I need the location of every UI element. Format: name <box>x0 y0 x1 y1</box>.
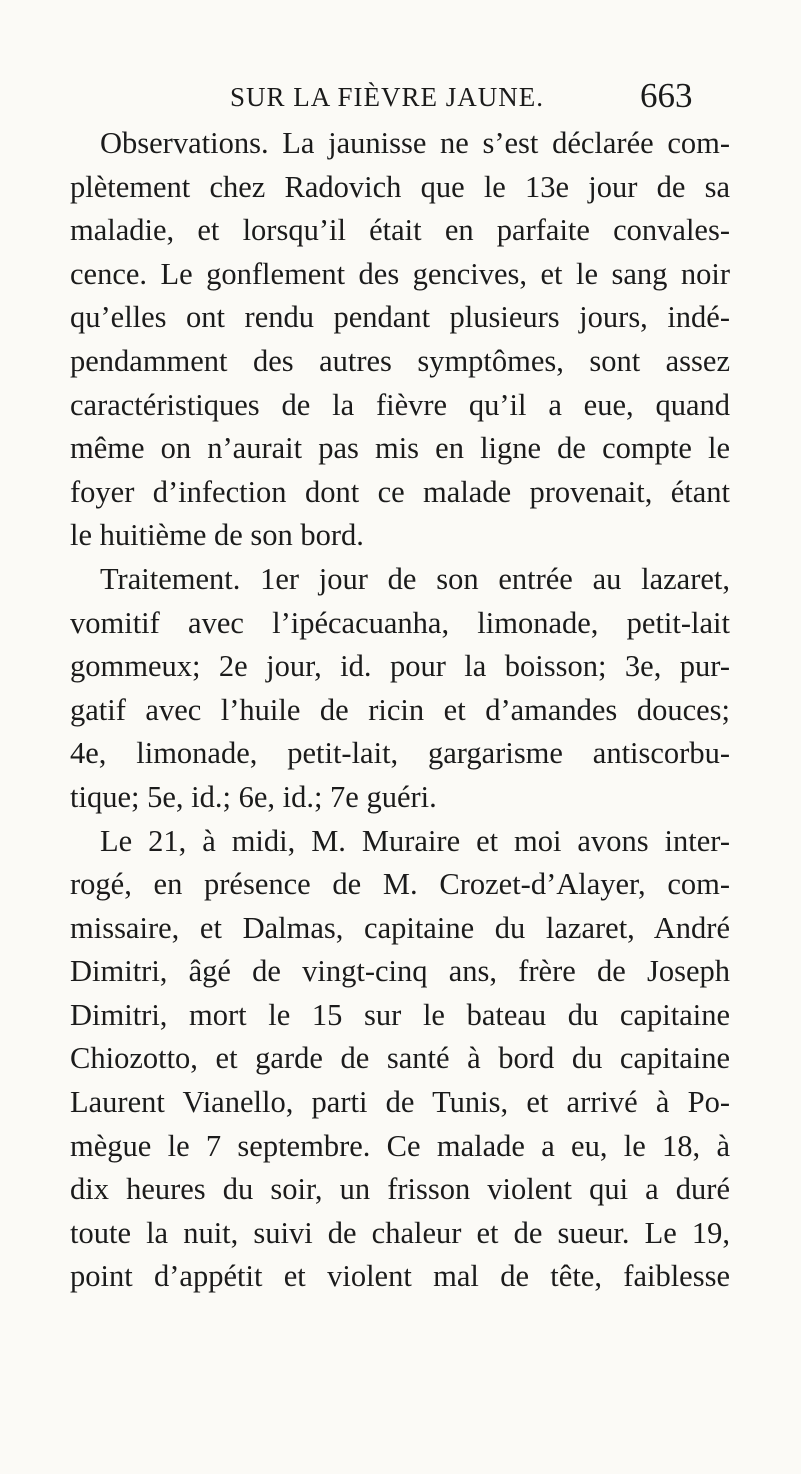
text-line: point d’appétit et violent mal de tête, faiblesse <box>70 1259 730 1294</box>
page-header <box>0 76 801 122</box>
text-line: Chiozotto, et garde de santé à bord du capitaine <box>70 1041 730 1076</box>
text-line: gommeux; 2e jour, id. pour la boisson; 3e, pur- <box>70 649 730 684</box>
text-line: pendamment des autres symptômes, sont assez <box>70 343 730 378</box>
text-line: tique; 5e, id.; 6e, id.; 7e guéri. <box>70 779 437 814</box>
page-number: 663 <box>640 76 693 115</box>
text-line: Laurent Vianello, parti de Tunis, et arrivé à Po- <box>70 1085 730 1120</box>
text-line: caractéristiques de la fièvre qu’il a eue, quand <box>70 387 730 422</box>
text-line: Dimitri, âgé de vingt-cinq ans, frère de Joseph <box>70 954 730 989</box>
text-line: gatif avec l’huile de ricin et d’amandes douces; <box>70 692 730 727</box>
text-line: foyer d’infection dont ce malade provenait, étant <box>70 474 730 509</box>
text-line: Dimitri, mort le 15 sur le bateau du capitaine <box>70 997 730 1032</box>
text-line: missaire, et Dalmas, capitaine du lazaret, André <box>70 910 730 945</box>
text-line: même on n’aurait pas mis en ligne de compte le <box>70 431 730 466</box>
text-line: cence. Le gonflement des gencives, et le sang noir <box>70 256 730 291</box>
text-line: mègue le 7 septembre. Ce malade a eu, le 18, à <box>70 1128 730 1163</box>
text-line: Observations. La jaunisse ne s’est déclarée com- <box>100 126 730 160</box>
body-text <box>70 122 730 1299</box>
text-line: plètement chez Radovich que le 13e jour de sa <box>70 169 730 204</box>
running-title: SUR LA FIÈVRE JAUNE. <box>230 82 545 112</box>
text-line: dix heures du soir, un frisson violent qui a duré <box>70 1172 730 1207</box>
text-line: Le 21, à midi, M. Muraire et moi avons inter- <box>100 823 730 858</box>
text-line: maladie, et lorsqu’il était en parfaite convales- <box>70 213 730 248</box>
text-line: toute la nuit, suivi de chaleur et de sueur. Le 19, <box>70 1215 730 1250</box>
text-line: vomitif avec l’ipécacuanha, limonade, petit-lait <box>70 605 730 640</box>
text-line: Traitement. 1er jour de son entrée au lazaret, <box>100 561 730 596</box>
text-line: 4e, limonade, petit-lait, gargarisme antiscorbu- <box>70 736 730 771</box>
text-line: rogé, en présence de M. Crozet-d’Alayer, com- <box>70 867 730 902</box>
text-line: le huitième de son bord. <box>70 518 364 553</box>
text-line: qu’elles ont rendu pendant plusieurs jours, indé- <box>70 300 730 335</box>
